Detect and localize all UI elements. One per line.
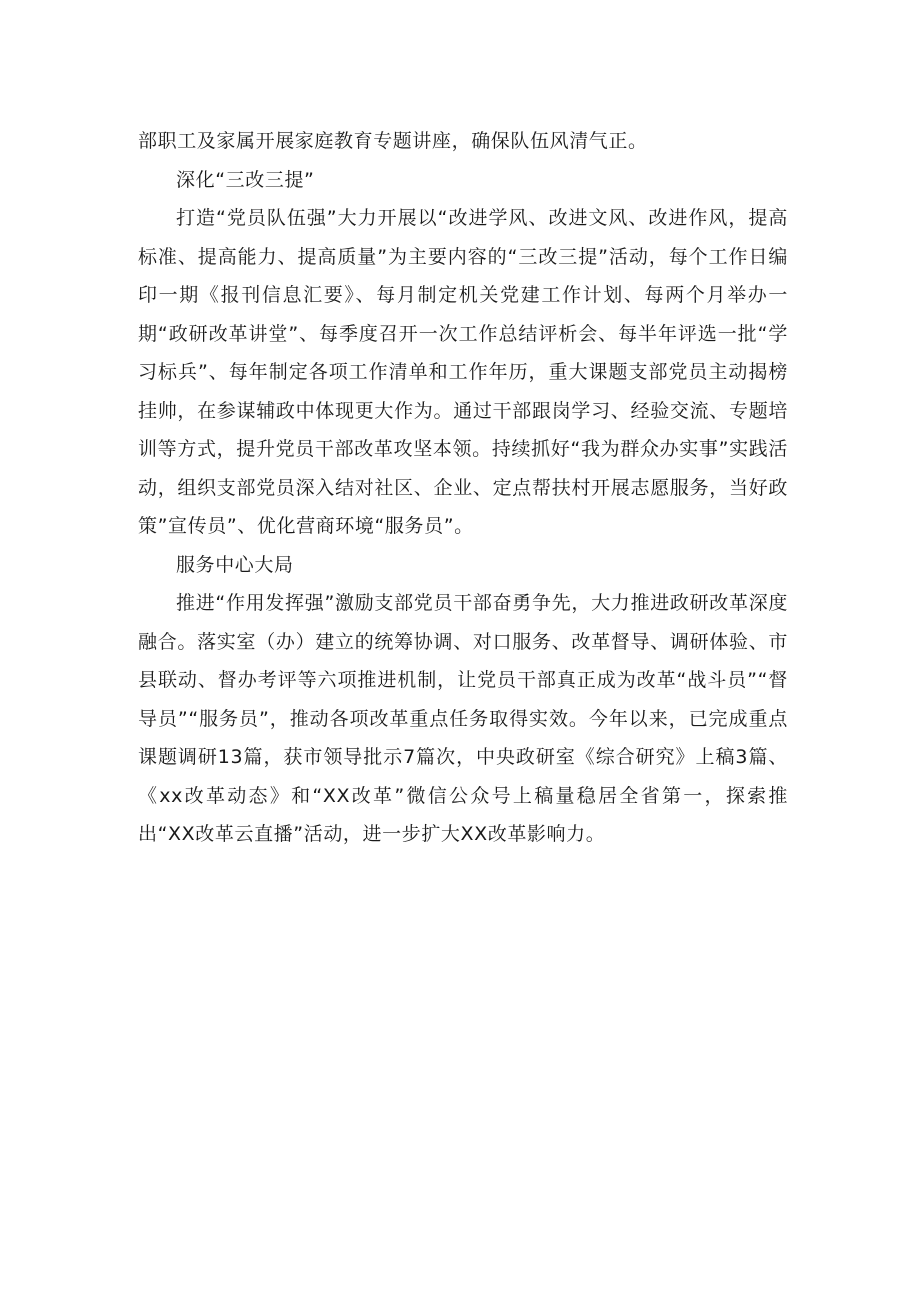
paragraph-continuation: 部职工及家属开展家庭教育专题讲座，确保队伍风清气正。 bbox=[138, 130, 648, 152]
section-heading-san-gai-san-ti: 深化“三改三提” bbox=[176, 168, 315, 191]
document-body bbox=[138, 122, 788, 854]
section-heading-fuwu-zhongxin: 服务中心大局 bbox=[176, 553, 294, 576]
paragraph-san-gai-san-ti: 打造“党员队伍强”大力开展以“改进学风、改进文风、改进作风，提高标准、提高能力、提高质量”为主要内容的“三改三提”活动，每个工作日编印一期《报刊信息汇要》、每月制定机关党建工作计划、每两个月举办一期“政研改革讲堂”、每季度召开一次工作总结评析会、每半年评选一批“学习标兵”、每年制定各项工作清单和工作年历，重大课题支部党员主动揭榜挂帅，在参谋辅政中体现更大作为。通过干部跟岗学习、经验交流、专题培训等方式，提升党员干部改革攻坚本领。持续抓好“我为群众办实事”实践活动，组织支部党员深入结对社区、企业、定点帮扶村开展志愿服务，当好政策”宣传员”、优化营商环境“服务员”。 bbox=[138, 207, 788, 537]
paragraph-fuwu-zhongxin: 推进“作用发挥强”激励支部党员干部奋勇争先，大力推进政研改革深度融合。落实室（办）建立的统筹协调、对口服务、改革督导、调研体验、市县联动、督办考评等六项推进机制，让党员干部真正成为改革“战斗员”“督导员”“服务员”，推动各项改革重点任务取得实效。今年以来，已完成重点课题调研13篇，获市领导批示7篇次，中央政研室《综合研究》上稿3篇、《xx改革动态》和“XX改革”微信公众号上稿量稳居全省第一，探索推出“XX改革云直播”活动，进一步扩大XX改革影响力。 bbox=[138, 592, 788, 845]
